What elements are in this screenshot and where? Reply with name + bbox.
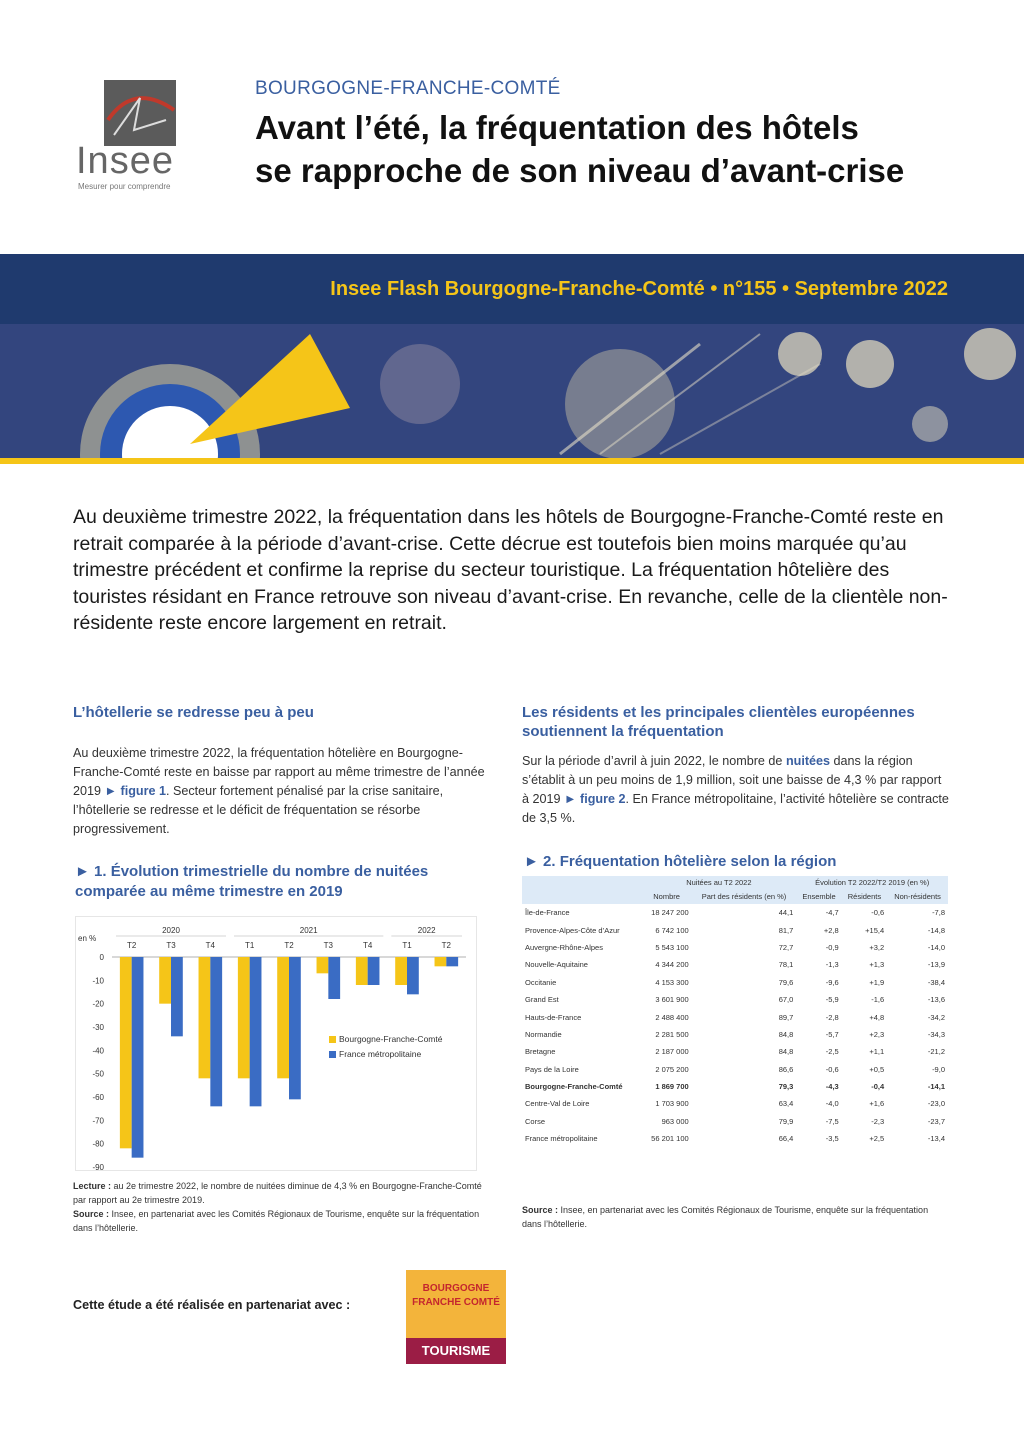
table-cell-nombre: 6 742 100 [655,925,689,935]
figure-1-title: ► 1. Évolution trimestrielle du nombre de nuitées comparée au même trimestre en 2019 [75,863,429,900]
left-paragraph-text-a: Au deuxième trimestre 2022, la fréquentation hôtelière en Bourgogne-Franche-Comté reste en baisse par rapport au même trimestre de l’année 2019 [73,746,485,798]
table-cell-ens: -3,5 [825,1134,839,1144]
x-year-label: 2022 [417,926,436,935]
tourism-logo-top: BOURGOGNE FRANCHE COMTÉ [412,1283,500,1308]
bar-bfc [395,957,407,985]
lead-paragraph: Au deuxième trimestre 2022, la fréquentation dans les hôtels de Bourgogne-Franche-Comté reste en retrait comparée à la période d’avant-crise. Cette décrue est toutefois bien moins marquée qu’au trimestre précédent et confirme la reprise du secteur touristique. La fréquentation hôtelière des touristes résidant en France retrouve son niveau d’avant-crise. En revanche, celle de la clientèle non-résidente reste encore largement en retrait. [73,506,948,635]
table-cell-part: 79,6 [778,977,794,987]
table-cell-nombre: 2 187 000 [655,1047,689,1057]
table-row [522,1026,948,1043]
table-cell-part: 66,4 [778,1134,794,1144]
table-cell-part: 78,1 [778,960,794,970]
y-tick-label: -60 [92,1093,104,1102]
table-cell-ens: -4,7 [825,908,839,918]
right-paragraph-text-b: dans la région s’établit à un peu moins de 1,9 million, soit une baisse de 4,3 % par rapport à 2019 [522,754,942,806]
table-corner-2 [522,890,641,904]
figure-1-chart [75,916,477,1171]
source-text-2: Insee, en partenariat avec les Comités Régionaux de Tourisme, enquête sur la fréquentation dans l’hôtellerie. [522,1205,929,1229]
x-tick-label: T1 [402,941,412,950]
table-cell-region: Occitanie [525,977,557,987]
table-row [522,921,948,938]
y-tick-label: -80 [92,1139,104,1149]
table-cell-nombre: 2 488 400 [655,1012,689,1022]
x-tick-label: T4 [205,941,216,950]
bar-france [407,957,419,994]
table-cell-region: Normandie [525,1029,562,1039]
table-cell-ens: +2,8 [823,925,839,935]
table-cell-region: Île-de-France [525,908,570,918]
table-cell-region: Bretagne [525,1047,556,1057]
figure-2-link[interactable]: ► figure 2 [564,792,626,806]
table-cell-part: 84,8 [778,1047,794,1057]
x-tick-label: T1 [244,941,255,950]
table-group-header-2: Évolution T2 2022/T2 2019 (en %) [796,876,948,890]
bar-france [250,957,262,1106]
table-row [522,1061,948,1078]
lecture-text: au 2e trimestre 2022, le nombre de nuitées diminue de 4,3 % en Bourgogne-Franche-Comté par rapport au 2e trimestre 2019. [73,1181,482,1205]
figure-1-link[interactable]: ► figure 1 [104,784,166,798]
title-line-2: se rapproche de son niveau d’avant-crise [255,152,905,189]
y-tick-label: -70 [92,1116,104,1126]
lecture-label: Lecture : [73,1181,112,1191]
table-group-header-1: Nuitées au T2 2022 [641,876,796,890]
y-tick-label: -10 [92,976,104,986]
insee-logo-tagline: Mesurer pour comprendre [78,182,171,191]
legend-swatch [329,1036,336,1043]
table-cell-nonres: -34,3 [927,1029,945,1039]
table-row [522,991,948,1008]
col-header-nombre: Nombre [641,890,691,904]
bar-chart [76,917,476,1170]
table-row [522,1130,948,1147]
table-cell-res: -0,4 [871,1082,885,1092]
source-label: Source : [73,1209,110,1219]
bar-france [132,957,144,1158]
table-cell-part: 63,4 [778,1099,794,1109]
insee-logo [76,76,184,196]
figure-1-lecture [73,1179,493,1207]
figure-2-title: ► 2. Fréquentation hôtelière selon la région [524,853,837,870]
x-tick-label: T2 [284,941,294,950]
table-cell-part: 86,6 [778,1064,794,1074]
publication-info: Insee Flash Bourgogne-Franche-Comté • n°155 • Septembre 2022 [330,278,948,300]
tourism-logo-bottom: TOURISME [406,1338,506,1364]
right-paragraph-text-c: . En France métropolitaine, l’activité hôtelière se contracte de 3,5 %. [522,792,949,825]
table-cell-nombre: 2 281 500 [655,1029,689,1039]
left-paragraph-text-b: . Secteur fortement pénalisé par la crise sanitaire, l’hôtellerie se redresse et le déficit de fréquentation se résorbe progressivement. [73,784,444,836]
table-cell-nonres: -13,4 [927,1134,945,1144]
table-cell-nonres: -14,1 [927,1082,945,1092]
bar-france [210,957,222,1106]
table-cell-part: 79,3 [778,1082,794,1092]
table-cell-res: +3,2 [869,942,885,952]
left-heading: L’hôtellerie se redresse peu à peu [73,704,314,721]
col-header-ensemble: Ensemble [796,890,841,904]
banner-image [0,324,1024,458]
table-cell-part: 79,9 [778,1116,794,1126]
legend-label: France métropolitaine [339,1049,422,1059]
table-cell-part: 89,7 [778,1012,794,1022]
table-cell-part: 84,8 [778,1029,794,1039]
table-cell-nonres: -14,8 [927,925,945,935]
table-cell-nonres: -21,2 [927,1047,945,1057]
table-cell-ens: -2,5 [825,1047,839,1057]
table-cell-region: Hauts-de-France [525,1012,582,1022]
x-tick-label: T2 [441,941,452,950]
bar-france [368,957,380,985]
source-text: Insee, en partenariat avec les Comités Régionaux de Tourisme, enquête sur la fréquentation dans l’hôtellerie. [73,1209,480,1233]
table-cell-nonres: -23,0 [927,1099,945,1109]
bar-bfc [277,957,289,1078]
x-year-label: 2021 [299,926,318,935]
table-cell-nonres: -13,9 [927,960,945,970]
table-cell-ens: -4,3 [825,1082,839,1092]
x-tick-label: T3 [166,941,176,950]
y-tick-label: -50 [92,1069,104,1079]
table-cell-ens: -5,9 [825,995,839,1005]
table-cell-nonres: -14,0 [927,942,945,952]
x-tick-label: T4 [362,941,373,950]
table-cell-nombre: 1 703 900 [655,1099,689,1109]
banner-divider [0,458,1024,464]
table-row [522,939,948,956]
table-cell-nonres: -23,7 [927,1116,945,1126]
table-cell-ens: -2,8 [825,1012,839,1022]
table-row [522,1008,948,1025]
table-cell-region: Corse [525,1116,546,1126]
figure-1-source [73,1207,493,1235]
bar-france [289,957,301,1099]
table-cell-res: -0,6 [871,908,885,918]
x-tick-label: T2 [126,941,137,950]
table-cell-nombre: 4 344 200 [655,960,689,970]
table-row [522,1078,948,1095]
bar-bfc [199,957,211,1078]
table-cell-res: +1,6 [869,1099,885,1109]
bar-france [328,957,340,999]
col-header-residents: Résidents [842,890,887,904]
title-line-1: Avant l’été, la fréquentation des hôtels [255,109,859,146]
table-cell-part: 81,7 [778,925,794,935]
table-cell-ens: -5,7 [825,1029,839,1039]
bar-bfc [238,957,250,1078]
table-cell-res: +2,5 [869,1134,885,1144]
table-cell-res: +2,3 [869,1029,885,1039]
table-cell-region: France métropolitaine [525,1134,598,1144]
bar-bfc [435,957,447,966]
table-cell-ens: -7,5 [825,1116,839,1126]
figure-1-notes [73,1179,493,1235]
bar-france [446,957,458,966]
left-paragraph [73,744,493,839]
table-cell-region: Pays de la Loire [525,1064,579,1074]
insee-logo-word: Insee [76,140,174,182]
table-row [522,1095,948,1112]
table-cell-nombre: 18 247 200 [651,908,689,918]
table-cell-nonres: -13,6 [927,995,945,1005]
bar-bfc [356,957,368,985]
table-cell-region: Auvergne-Rhône-Alpes [525,942,603,952]
table-cell-res: -1,6 [871,995,885,1005]
table-row [522,974,948,991]
tourism-partner-logo [406,1270,506,1364]
table-cell-nonres: -34,2 [927,1012,945,1022]
figure-2-table [522,876,948,1147]
table-cell-nombre: 4 153 300 [655,977,689,987]
table-cell-res: +1,9 [869,977,885,987]
table-cell-region: Centre-Val de Loire [525,1099,590,1109]
bar-france [171,957,183,1036]
table-cell-res: +1,1 [869,1047,885,1057]
table-cell-ens: -4,0 [825,1099,839,1109]
table-cell-region: Bourgogne-Franche-Comté [525,1082,623,1092]
table-corner [522,876,641,890]
table-cell-region: Nouvelle-Aquitaine [525,960,588,970]
source-label-2: Source : [522,1205,559,1215]
y-tick-label: 0 [99,953,104,962]
insee-logo-mark-icon [104,80,176,146]
table-cell-nombre: 3 601 900 [655,995,689,1005]
table-cell-res: +15,4 [865,925,885,935]
right-paragraph-text-a: Sur la période d’avril à juin 2022, le nombre de [522,754,786,768]
x-year-label: 2020 [162,926,180,935]
table-row [522,956,948,973]
col-header-part: Part des résidents (en %) [692,890,797,904]
legend-swatch [329,1051,336,1058]
table-cell-ens: -0,9 [825,942,839,952]
table-row [522,1113,948,1130]
table-cell-nombre: 56 201 100 [651,1134,689,1144]
right-heading: Les résidents et les principales clientèles européennes soutiennent la fréquentation [522,704,915,740]
table-cell-part: 44,1 [778,908,794,918]
figure-2-source [522,1203,950,1231]
table-cell-nonres: -38,4 [927,977,945,987]
table-cell-nombre: 1 869 700 [655,1082,689,1092]
table-row [522,1043,948,1060]
table-cell-nombre: 2 075 200 [655,1064,689,1074]
table-cell-region: Grand Est [525,995,559,1005]
bar-bfc [120,957,132,1148]
nuitees-link[interactable]: nuitées [785,754,831,768]
table-cell-ens: -1,3 [825,960,839,970]
bar-bfc [317,957,329,973]
y-axis-label: en % [78,934,97,943]
legend-label: Bourgogne-Franche-Comté [339,1034,443,1044]
table-cell-ens: -0,6 [825,1064,839,1074]
table-cell-res: +4,8 [869,1012,885,1022]
x-tick-label: T3 [323,941,334,950]
table-cell-nonres: -7,8 [932,908,945,918]
partner-text: Cette étude a été réalisée en partenariat avec : [73,1298,351,1312]
y-tick-label: -20 [92,999,104,1009]
table-cell-ens: -9,6 [825,977,839,987]
table-cell-res: +1,3 [869,960,885,970]
table-cell-res: +0,5 [869,1064,885,1074]
table-row [522,904,948,921]
table-cell-part: 67,0 [778,995,794,1005]
table-cell-res: -2,3 [871,1116,885,1126]
y-tick-label: -90 [92,1163,104,1170]
table-cell-nombre: 5 543 100 [655,942,689,952]
bar-bfc [159,957,171,1004]
y-tick-label: -30 [92,1023,104,1032]
table-cell-nonres: -9,0 [932,1064,945,1074]
col-header-non-residents: Non-résidents [887,890,948,904]
region-label: BOURGOGNE-FRANCHE-COMTÉ [255,78,561,99]
table-cell-nombre: 963 000 [661,1116,689,1126]
y-tick-label: -40 [92,1046,104,1056]
publication-band [0,254,1024,324]
page-title [255,106,995,192]
right-paragraph [522,752,950,828]
table-cell-part: 72,7 [778,942,794,952]
table-cell-region: Provence-Alpes-Côte d’Azur [525,925,620,935]
